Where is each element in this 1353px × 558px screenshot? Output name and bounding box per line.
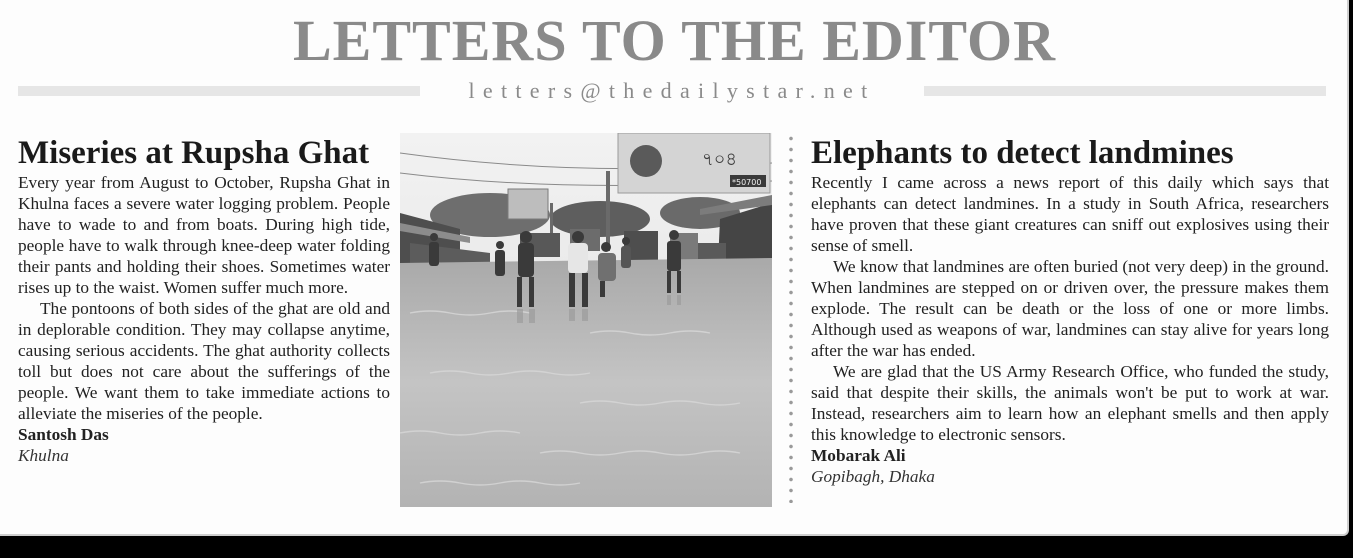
- letter-paragraph: We know that landmines are often buried (not very deep) in the ground. When landmines are stepped on or driven over, the pressure makes them explode. The result can be death or the loss of one or more limbs. Although used as weapons of war, landmines can stay alive for years long after the war has ended.: [811, 257, 1329, 360]
- letter-paragraph: We are glad that the US Army Research Office, who funded the study, said that despite their skills, the animals won't be put to work at war. Instead, researchers aim to learn how an elephant smells and then apply this knowledge to electronic sensors.: [811, 362, 1329, 444]
- letter-paragraph: Every year from August to October, Rupsha Ghat in Khulna faces a severe water logging problem. People have to wade to and from boats. During high tide, people have to walk through knee-deep water folding their pants and holding their shoes. Sometimes water rises up to the waist. Women suffer much more.: [18, 173, 390, 297]
- billboard-subtext: *50700: [732, 178, 762, 187]
- letter-author: Santosh Das: [18, 425, 109, 444]
- letter-paragraph: The pontoons of both sides of the ghat are old and in deplorable condition. They may collapse anytime, causing serious accidents. The ghat authority collects toll but does not care about the sufferings of the people. We want them to take immediate actions to alleviate the miseries of the people.: [18, 299, 390, 423]
- letters-email[interactable]: letters@thedailystar.net: [468, 78, 876, 103]
- letter-headline: Elephants to detect landmines: [811, 135, 1234, 171]
- letter-location: Gopibagh, Dhaka: [811, 467, 935, 486]
- header-rule-right: [924, 86, 1326, 96]
- letter-headline: Miseries at Rupsha Ghat: [18, 135, 370, 171]
- letter-rupsha-ghat: [18, 134, 390, 466]
- letter-author: Mobarak Ali: [811, 446, 906, 465]
- billboard-text: ৭০৪: [702, 149, 738, 170]
- letter-paragraph: Recently I came across a news report of this daily which says that elephants can detect landmines. In a study in South Africa, researchers have proven that these giant creatures can sniff out explosives using their sense of smell.: [811, 173, 1329, 255]
- header-rule-left: [18, 86, 420, 96]
- section-title: LETTERS TO THE EDITOR: [293, 8, 1056, 73]
- letter-body: [811, 172, 1329, 445]
- flooded-street-photo: [400, 133, 772, 507]
- letter-body: [18, 172, 390, 424]
- letter-elephants: [811, 134, 1329, 487]
- letter-location: Khulna: [18, 446, 69, 465]
- column-divider: [789, 133, 793, 503]
- billboard: [618, 133, 770, 193]
